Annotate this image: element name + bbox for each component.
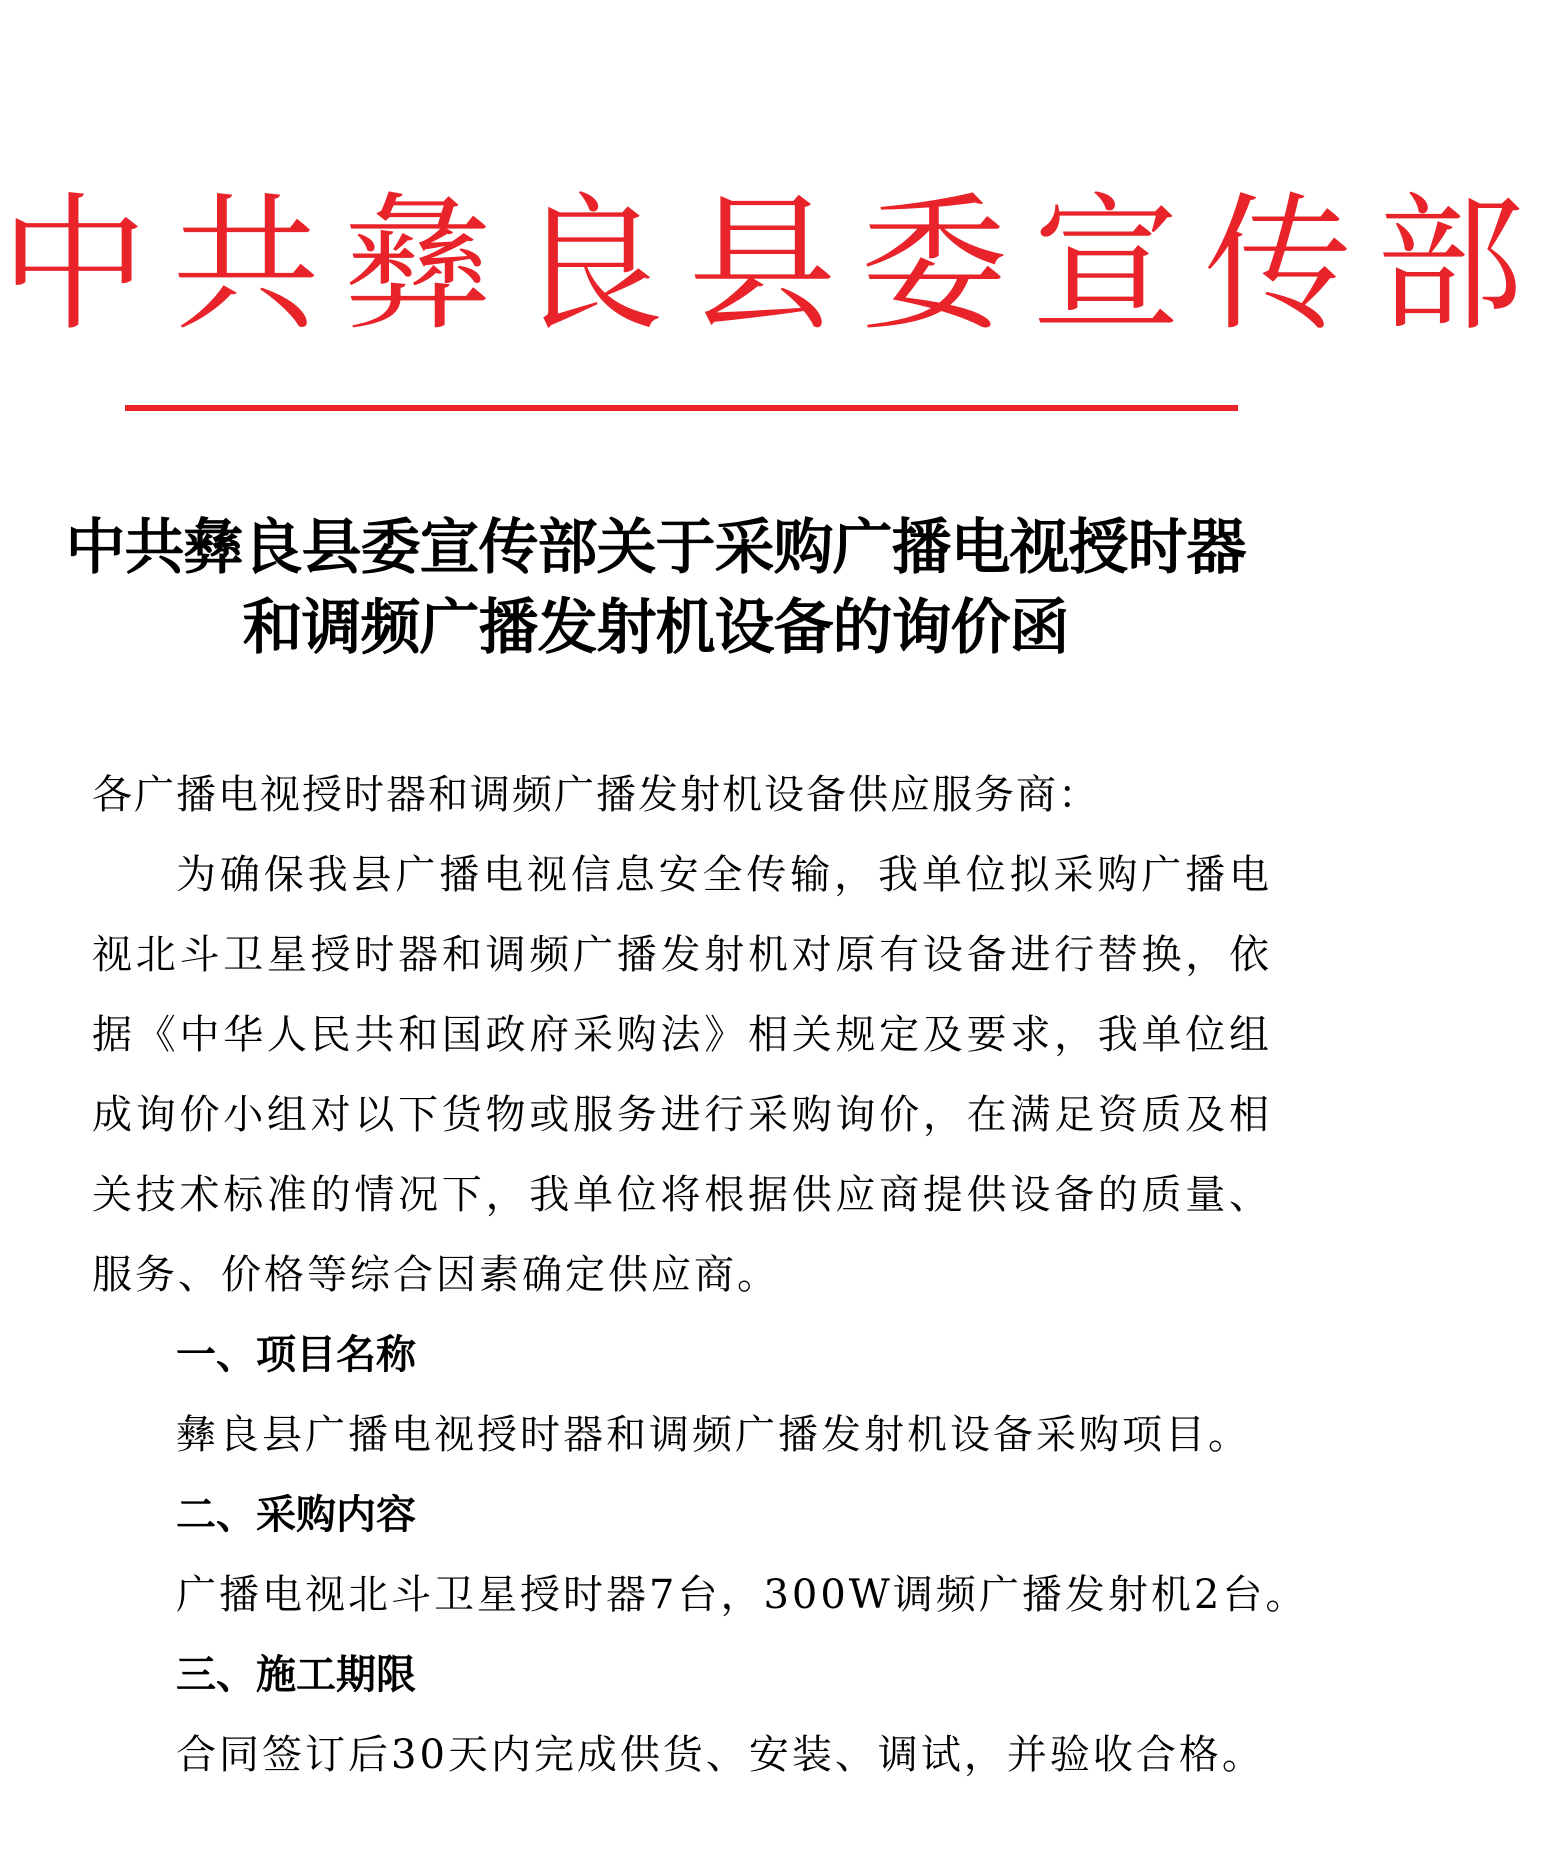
red-divider-line: [125, 405, 1238, 411]
section-body-procurement-content: 广播电视北斗卫星授时器7台，300W调频广播发射机2台。: [176, 1572, 1309, 1618]
document-title: [60, 508, 1251, 668]
section-body-construction-period: 合同签订后30天内完成供货、安装、调试，并验收合格。: [176, 1732, 1265, 1778]
document-body: [92, 755, 1309, 1795]
salutation: 各广播电视授时器和调频广播发射机设备供应服务商：: [92, 772, 1100, 818]
masthead-title: 中共彝良县委宣传部: [0, 179, 1548, 351]
document-title-line-1: 中共彝良县委宣传部关于采购广播电视授时器: [65, 513, 1246, 583]
intro-paragraph: 为确保我县广播电视信息安全传输，我单位拟采购广播电视北斗卫星授时器和调频广播发射机对原有设备进行替换，依据《中华人民共和国政府采购法》相关规定及要求，我单位组成询价小组对以下货物或服务进行采购询价，在满足资质及相关技术标准的情况下，我单位将根据供应商提供设备的质量、服务、价格等综合因素确定供应商。: [92, 852, 1272, 1298]
document-title-line-2: 和调频广播发射机设备的询价函: [242, 593, 1069, 663]
section-body-project-name: 彝良县广播电视授时器和调频广播发射机设备采购项目。: [176, 1412, 1251, 1458]
section-heading-construction-period: 三、施工期限: [176, 1651, 416, 1698]
section-heading-procurement-content: 二、采购内容: [176, 1491, 416, 1538]
section-heading-project-name: 一、项目名称: [176, 1331, 416, 1378]
